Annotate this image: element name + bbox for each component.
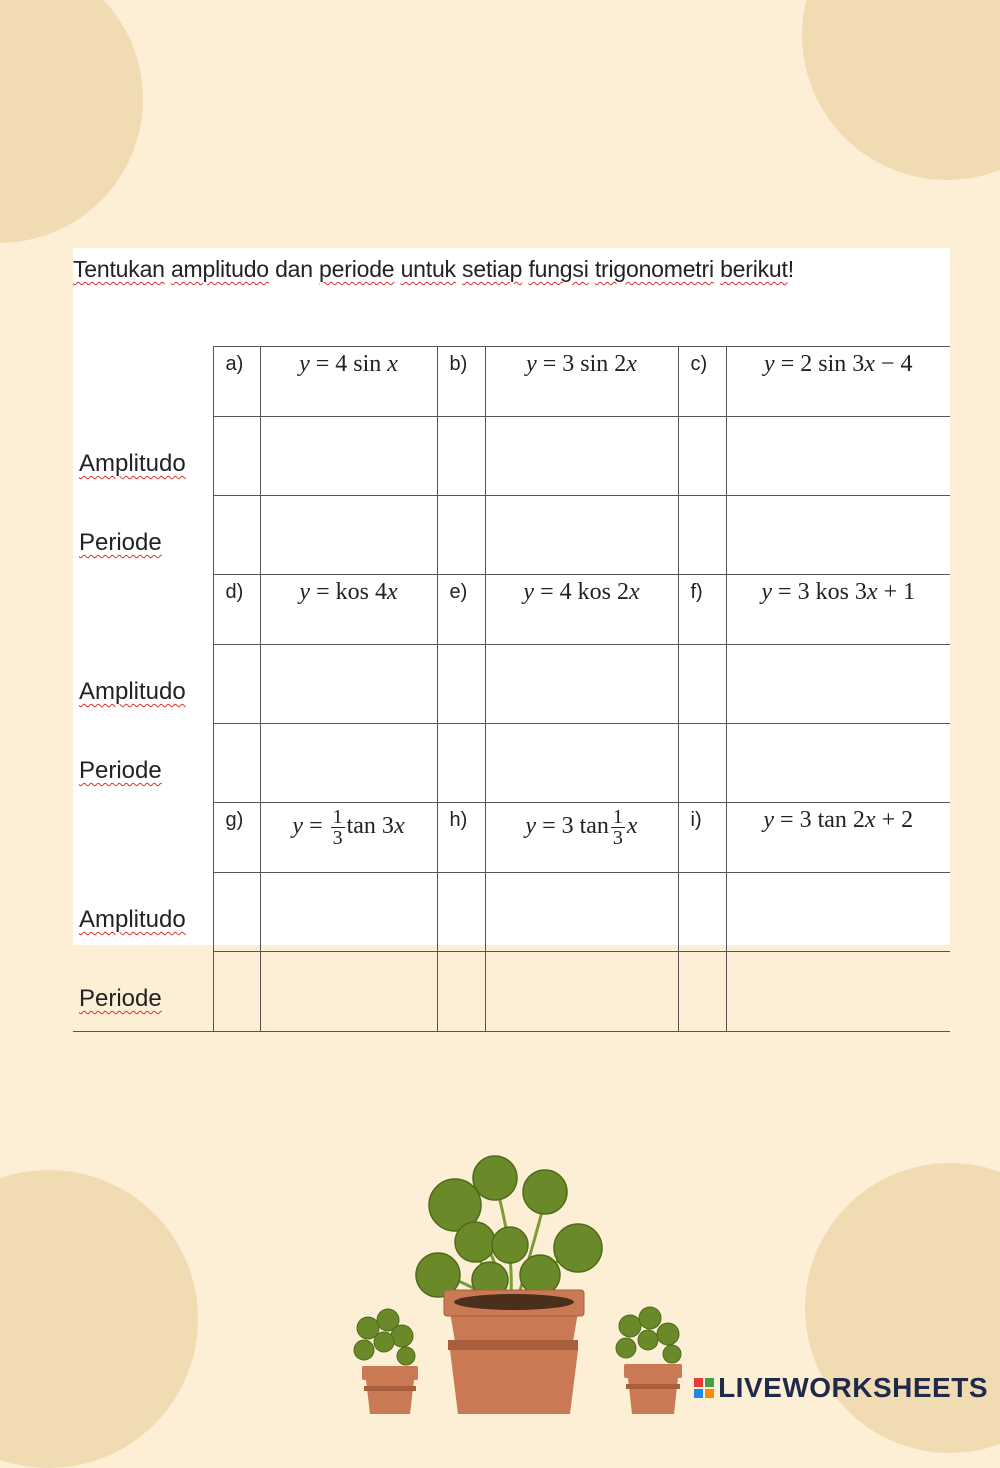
item-letter: h) <box>437 803 485 873</box>
item-letter: a) <box>213 347 260 417</box>
answer-cell-a-periode[interactable] <box>260 496 437 575</box>
answer-cell-e-periode[interactable] <box>485 724 678 803</box>
formula-b: y = 3 sin 2x <box>485 347 678 417</box>
item-letter: f) <box>678 575 726 645</box>
decor-blob-bottom-right <box>805 1163 1000 1453</box>
amplitudo-row <box>73 417 950 496</box>
instruction-text: Tentukan amplitudo dan periode untuk setiap fungsi trigonometri berikut! <box>73 256 794 282</box>
amplitudo-label: Amplitudo <box>79 450 186 477</box>
periode-label: Periode <box>79 529 162 556</box>
item-letter: c) <box>678 347 726 417</box>
plant-pots-illustration <box>340 1150 700 1414</box>
answer-cell-d-amplitudo[interactable] <box>260 645 437 724</box>
formula-g: y = $\frac{1}{3}$ tan 3x <box>260 803 437 873</box>
answer-cell-d-periode[interactable] <box>260 724 437 803</box>
function-row <box>73 803 950 873</box>
formula-a: y = 4 sin x <box>260 347 437 417</box>
answer-cell-e-amplitudo[interactable] <box>485 645 678 724</box>
answer-cell-f-periode[interactable] <box>726 724 950 803</box>
periode-label: Periode <box>79 757 162 784</box>
periode-label: Periode <box>79 985 162 1012</box>
item-letter: b) <box>437 347 485 417</box>
item-letter: g) <box>213 803 260 873</box>
item-letter: d) <box>213 575 260 645</box>
answer-cell-c-amplitudo[interactable] <box>726 417 950 496</box>
answer-cell-a-amplitudo[interactable] <box>260 417 437 496</box>
amplitudo-row <box>73 873 950 952</box>
fraction: $\frac{1}{3}$ <box>332 806 343 849</box>
answer-cell-g-amplitudo[interactable] <box>260 873 437 952</box>
formula-f: y = 3 kos 3x + 1 <box>726 575 950 645</box>
function-row <box>73 575 950 645</box>
decor-blob-top-left <box>0 0 143 243</box>
liveworksheets-logo[interactable] <box>694 1372 988 1404</box>
worksheet-image <box>73 248 950 1012</box>
amplitudo-label: Amplitudo <box>79 906 186 933</box>
periode-row <box>73 496 950 575</box>
fraction: $\frac{1}{3}$ <box>612 806 623 849</box>
amplitudo-label: Amplitudo <box>79 678 186 705</box>
answer-cell-h-periode[interactable] <box>485 952 678 1032</box>
decor-blob-bottom-left <box>0 1170 198 1468</box>
brand-mark-icon <box>694 1378 714 1398</box>
answer-cell-h-amplitudo[interactable] <box>485 873 678 952</box>
answer-cell-g-periode[interactable] <box>260 952 437 1032</box>
answer-cell-i-amplitudo[interactable] <box>726 873 950 952</box>
trig-table <box>73 346 950 1032</box>
answer-cell-f-amplitudo[interactable] <box>726 645 950 724</box>
formula-h: y = 3 tan $\frac{1}{3}$ x <box>485 803 678 873</box>
periode-row <box>73 724 950 803</box>
formula-c: y = 2 sin 3x − 4 <box>726 347 950 417</box>
answer-cell-c-periode[interactable] <box>726 496 950 575</box>
periode-row <box>73 952 950 1032</box>
answer-cell-b-amplitudo[interactable] <box>485 417 678 496</box>
item-letter: i) <box>678 803 726 873</box>
item-letter: e) <box>437 575 485 645</box>
answer-cell-b-periode[interactable] <box>485 496 678 575</box>
formula-i: y = 3 tan 2x + 2 <box>726 803 950 873</box>
answer-cell-i-periode[interactable] <box>726 952 950 1032</box>
decor-blob-top-right <box>802 0 1000 180</box>
brand-name: LIVEWORKSHEETS <box>718 1372 988 1403</box>
formula-e: y = 4 kos 2x <box>485 575 678 645</box>
function-row <box>73 347 950 417</box>
formula-d: y = kos 4x <box>260 575 437 645</box>
amplitudo-row <box>73 645 950 724</box>
